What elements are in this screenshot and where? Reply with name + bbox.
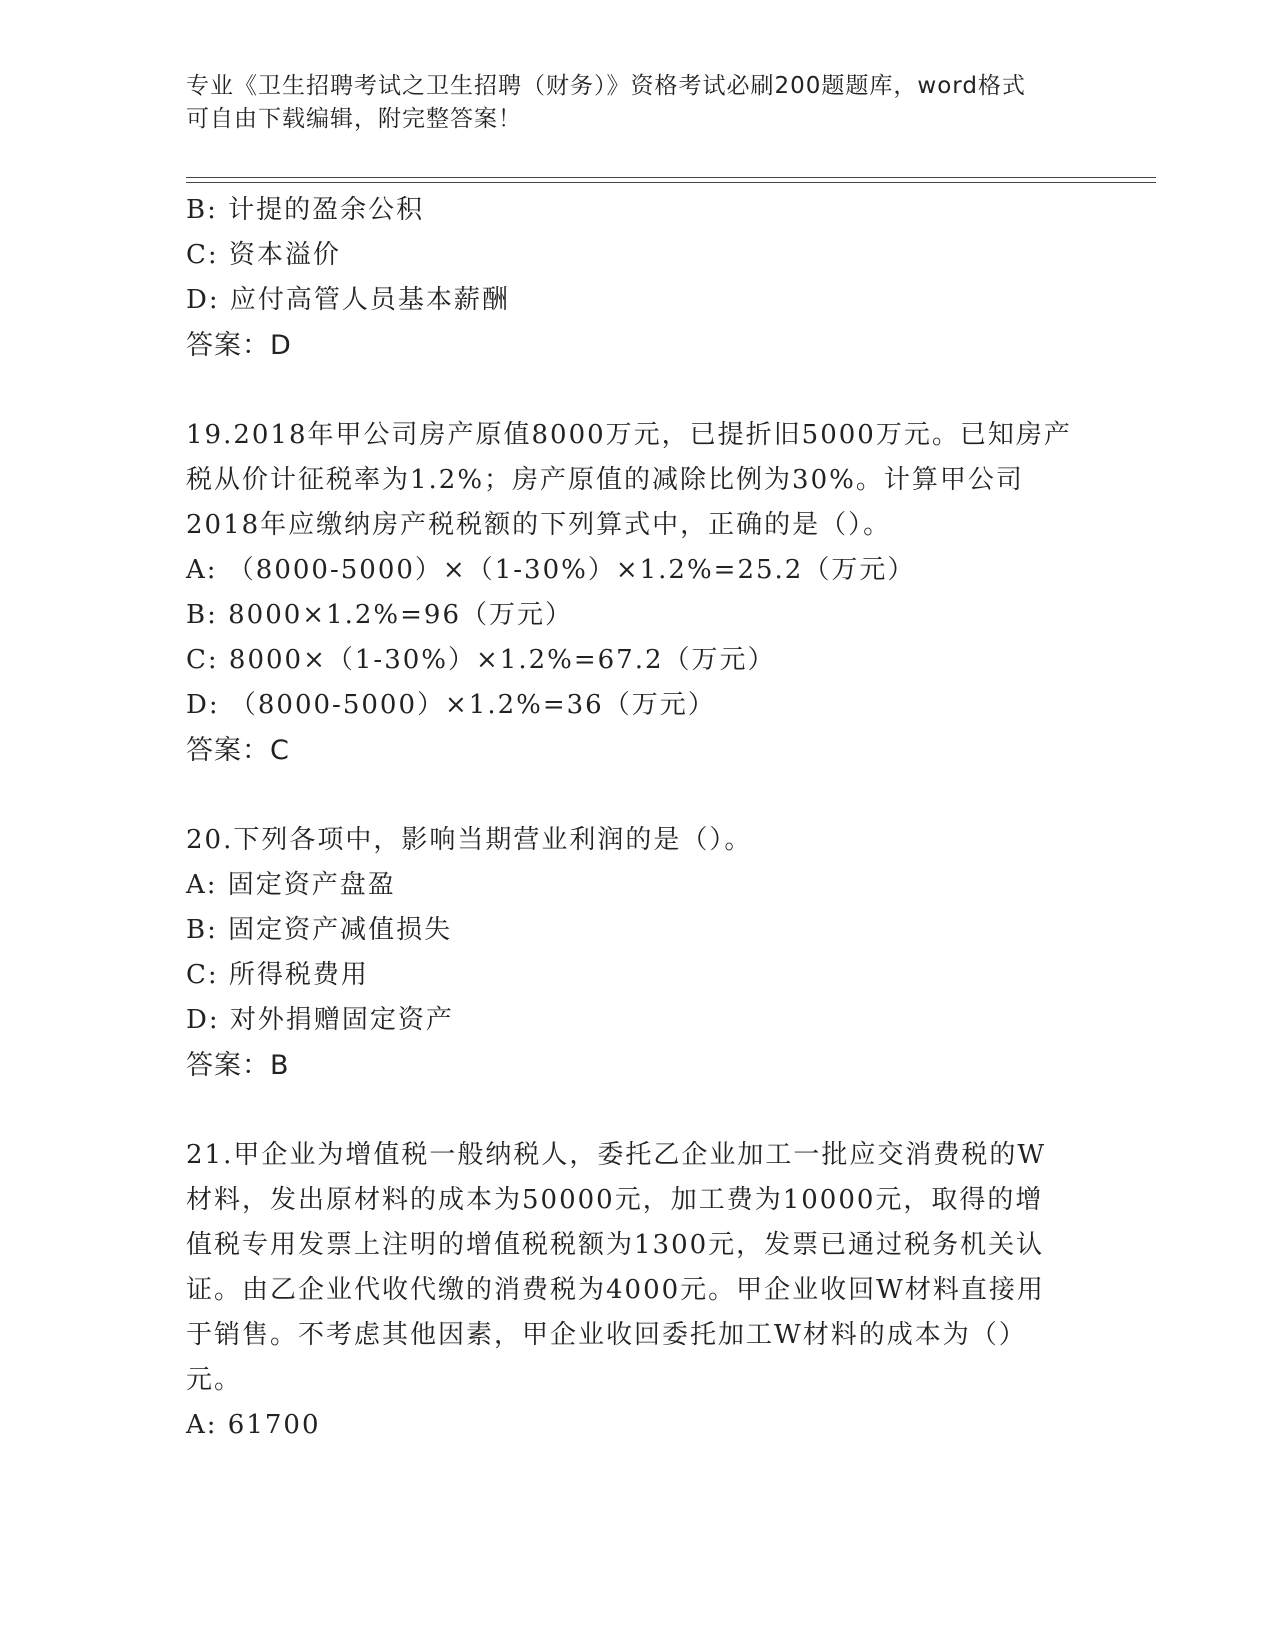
header-rule-bottom bbox=[186, 182, 1156, 183]
question-21 bbox=[186, 1133, 1086, 1448]
header-line-2: 可自由下载编辑，附完整答案！ bbox=[186, 106, 522, 132]
question-text-line: 材料，发出原材料的成本为50000元，加工费为10000元，取得的增 bbox=[186, 1185, 1044, 1215]
question-19 bbox=[186, 413, 1086, 773]
question-18 bbox=[186, 188, 1086, 368]
question-text-line: 20.下列各项中，影响当期营业利润的是（）。 bbox=[186, 825, 753, 855]
option-c: C: 8000×（1-30%）×1.2%=67.2（万元） bbox=[186, 645, 776, 675]
answer: 答案：B bbox=[186, 1050, 290, 1081]
question-text-line: 税从价计征税率为1.2%；房产原值的减除比例为30%。计算甲公司 bbox=[186, 465, 1024, 495]
question-text-line: 21.甲企业为增值税一般纳税人，委托乙企业加工一批应交消费税的W bbox=[186, 1140, 1047, 1170]
answer: 答案：D bbox=[186, 330, 292, 361]
option-d: D: 应付高管人员基本薪酬 bbox=[186, 285, 510, 315]
question-text-line: 2018年应缴纳房产税税额的下列算式中，正确的是（）。 bbox=[186, 510, 892, 540]
header-rule-top bbox=[186, 177, 1156, 178]
option-b: B: 计提的盈余公积 bbox=[186, 195, 425, 225]
option-c: C: 所得税费用 bbox=[186, 960, 369, 990]
option-a: A: 固定资产盘盈 bbox=[186, 870, 396, 900]
option-c: C: 资本溢价 bbox=[186, 240, 341, 270]
option-d: D: （8000-5000）×1.2%=36（万元） bbox=[186, 690, 716, 720]
question-text-line: 19.2018年甲公司房产原值8000万元，已提折旧5000万元。已知房产 bbox=[186, 420, 1072, 450]
option-b: B: 固定资产减值损失 bbox=[186, 915, 453, 945]
question-text-line: 于销售。不考虑其他因素，甲企业收回委托加工W材料的成本为（） bbox=[186, 1320, 1027, 1350]
question-text-line: 证。由乙企业代收代缴的消费税为4000元。甲企业收回W材料直接用 bbox=[186, 1275, 1045, 1305]
option-d: D: 对外捐赠固定资产 bbox=[186, 1005, 454, 1035]
answer: 答案：C bbox=[186, 735, 290, 766]
option-a: A: （8000-5000）×（1-30%）×1.2%=25.2（万元） bbox=[186, 555, 916, 585]
option-a: A: 61700 bbox=[186, 1410, 321, 1440]
question-text-line: 值税专用发票上注明的增值税税额为1300元，发票已通过税务机关认 bbox=[186, 1230, 1045, 1260]
spacer bbox=[186, 773, 1086, 818]
question-20 bbox=[186, 818, 1086, 1088]
spacer bbox=[186, 368, 1086, 413]
spacer bbox=[186, 1088, 1086, 1133]
question-content bbox=[186, 188, 1086, 1448]
document-header bbox=[186, 70, 1086, 136]
option-b: B: 8000×1.2%=96（万元） bbox=[186, 600, 574, 630]
question-text-line: 元。 bbox=[186, 1365, 243, 1395]
header-line-1: 专业《卫生招聘考试之卫生招聘（财务）》资格考试必刷200题题库，word格式 bbox=[186, 73, 1026, 99]
